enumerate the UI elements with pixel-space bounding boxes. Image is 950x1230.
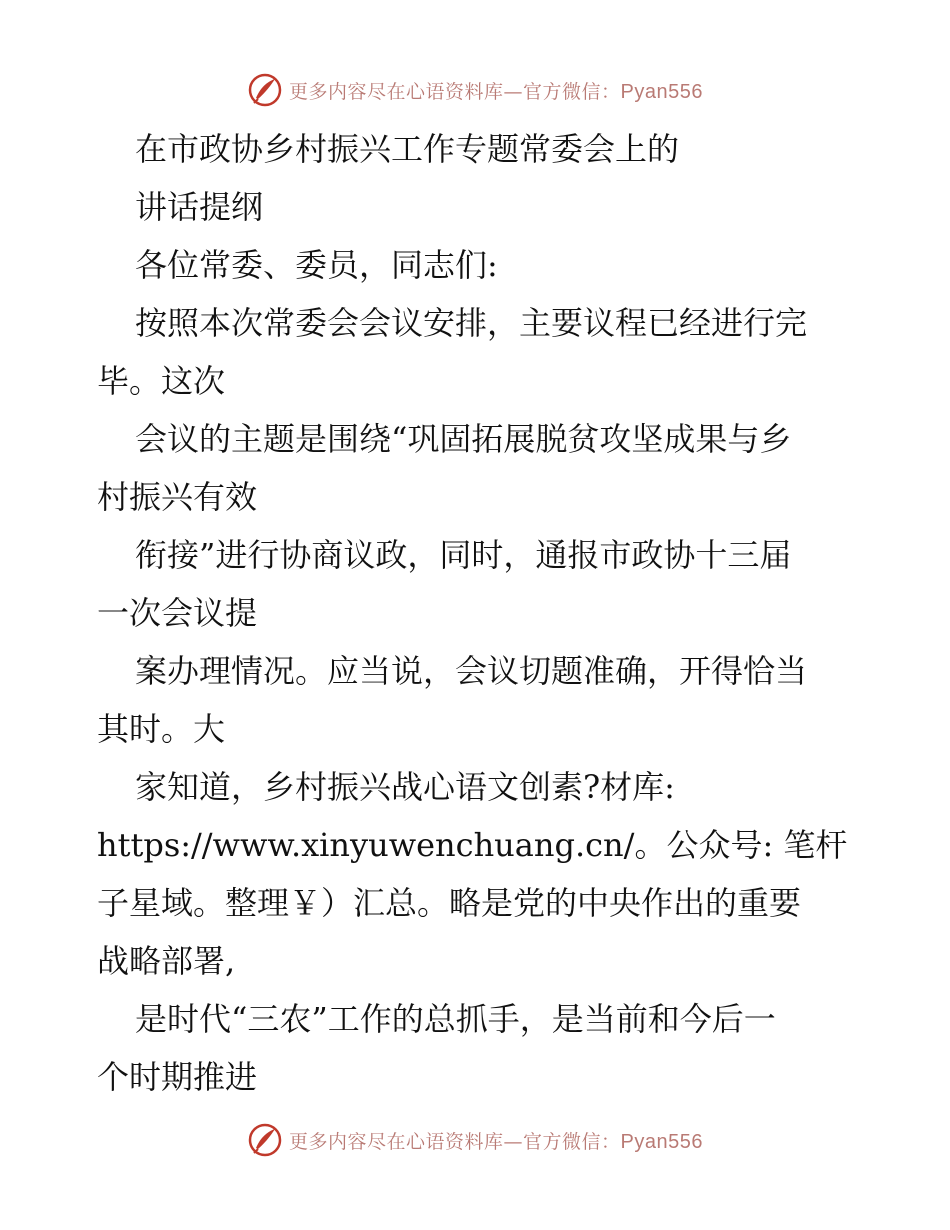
doc-text-line-url: https://www.xinyuwenchuang.cn/。公众号: 笔杆 — [97, 826, 848, 864]
header-banner — [0, 70, 950, 110]
document-body — [97, 120, 857, 1106]
doc-text-line: 是时代“三农”工作的总抓手，是当前和今后一 — [135, 1000, 776, 1038]
doc-text-line: 个时期推进 — [97, 1058, 258, 1096]
doc-text-line: 案办理情况。应当说，会议切题准确，开得恰当 — [135, 652, 808, 690]
doc-title-line: 在市政协乡村振兴工作专题常委会上的 — [135, 130, 680, 168]
feather-quill-logo-icon — [247, 72, 283, 108]
doc-salutation: 各位常委、委员，同志们: — [135, 246, 498, 284]
doc-text-line: 村振兴有效 — [97, 478, 258, 516]
doc-text-line: 战略部署, — [97, 942, 236, 980]
doc-text-line: 按照本次常委会会议安排，主要议程已经进行完 — [135, 304, 808, 342]
feather-quill-logo-icon — [247, 1122, 283, 1158]
doc-text-line: 衔接”进行协商议政，同时，通报市政协十三届 — [135, 536, 792, 574]
doc-text-line: 一次会议提 — [97, 594, 258, 632]
header-banner-text: 更多内容尽在心语资料库—官方微信：Pyan556 — [289, 80, 703, 103]
footer-banner — [0, 1120, 950, 1160]
doc-text-line: 毕。这次 — [97, 362, 226, 400]
doc-text-line: 会议的主题是围绕“巩固拓展脱贫攻坚成果与乡 — [135, 420, 792, 458]
doc-text-line: 其时。大 — [97, 710, 226, 748]
doc-title-line: 讲话提纲 — [135, 188, 264, 226]
doc-text-line: 子星域。整理￥）汇总。略是党的中央作出的重要 — [97, 884, 802, 922]
footer-banner-text: 更多内容尽在心语资料库—官方微信：Pyan556 — [289, 1130, 703, 1153]
doc-text-line: 家知道，乡村振兴战心语文创素?材库: — [135, 768, 675, 806]
